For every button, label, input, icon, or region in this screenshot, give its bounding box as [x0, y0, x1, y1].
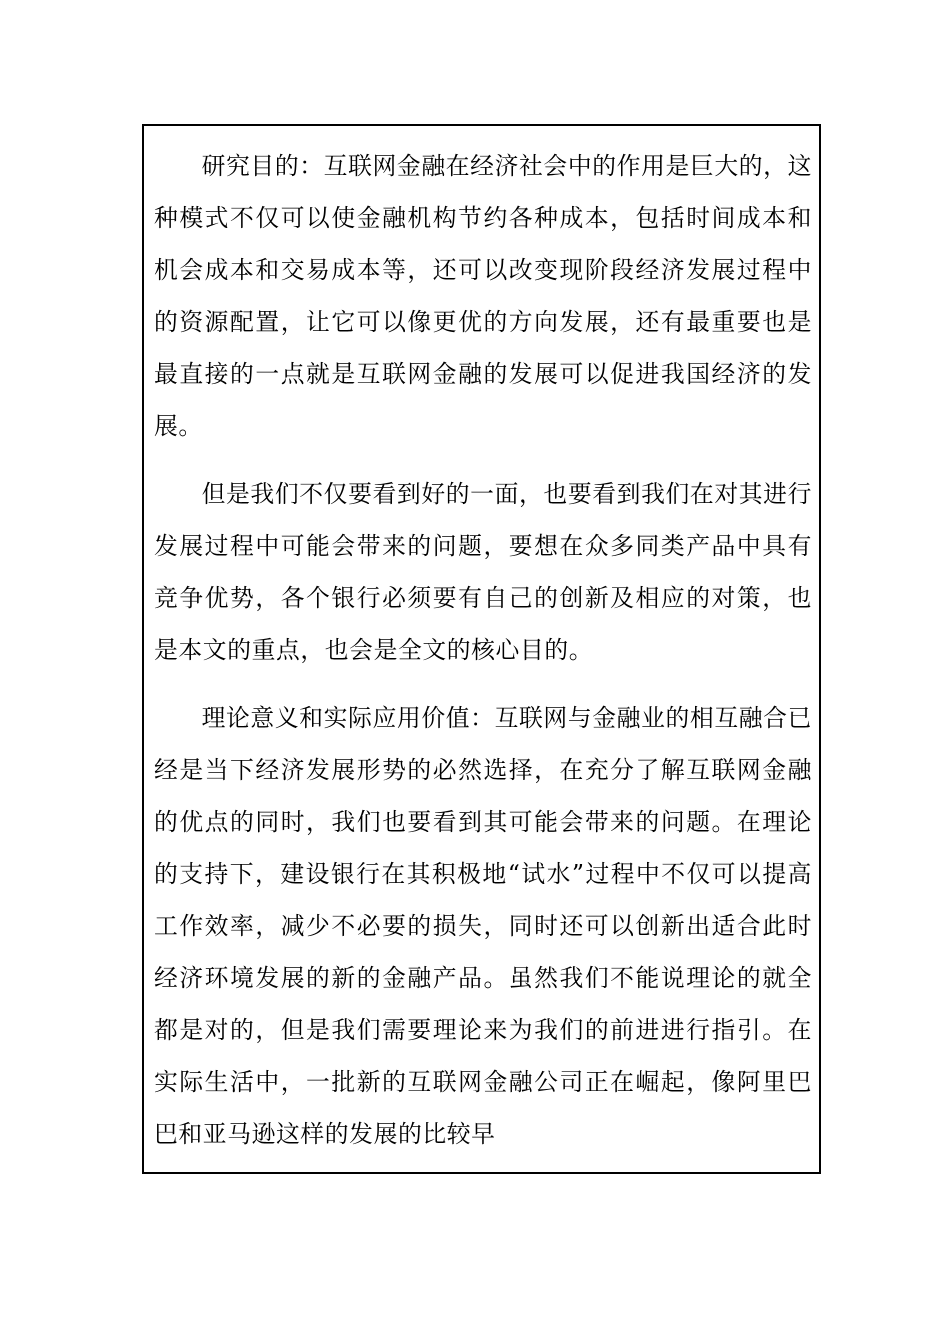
bordered-text-box [142, 124, 821, 1174]
paragraph-problems: 但是我们不仅要看到好的一面，也要看到我们在对其进行发展过程中可能会带来的问题，要想在众多同类产品中具有竞争优势，各个银行必须要有自己的创新及相应的对策，也是本文的重点，也会是全文的核心目的。 [154, 480, 812, 664]
paragraph-theoretical-significance: 理论意义和实际应用价值：互联网与金融业的相互融合已经是当下经济发展形势的必然选择，在充分了解互联网金融的优点的同时，我们也要看到其可能会带来的问题。在理论的支持下，建设银行在其积极地“试水”过程中不仅可以提高工作效率，减少不必要的损失，同时还可以创新出适合此时经济环境发展的新的金融产品。虽然我们不能说理论的就全都是对的，但是我们需要理论来为我们的前进进行指引。在实际生活中，一批新的互联网金融公司正在崛起，像阿里巴巴和亚马逊这样的发展的比较早 [154, 704, 812, 1148]
text-content [154, 140, 812, 1174]
paragraph-research-purpose: 研究目的：互联网金融在经济社会中的作用是巨大的，这种模式不仅可以使金融机构节约各种成本，包括时间成本和机会成本和交易成本等，还可以改变现阶段经济发展过程中的资源配置，让它可以像更优的方向发展，还有最重要也是最直接的一点就是互联网金融的发展可以促进我国经济的发展。 [154, 152, 812, 440]
